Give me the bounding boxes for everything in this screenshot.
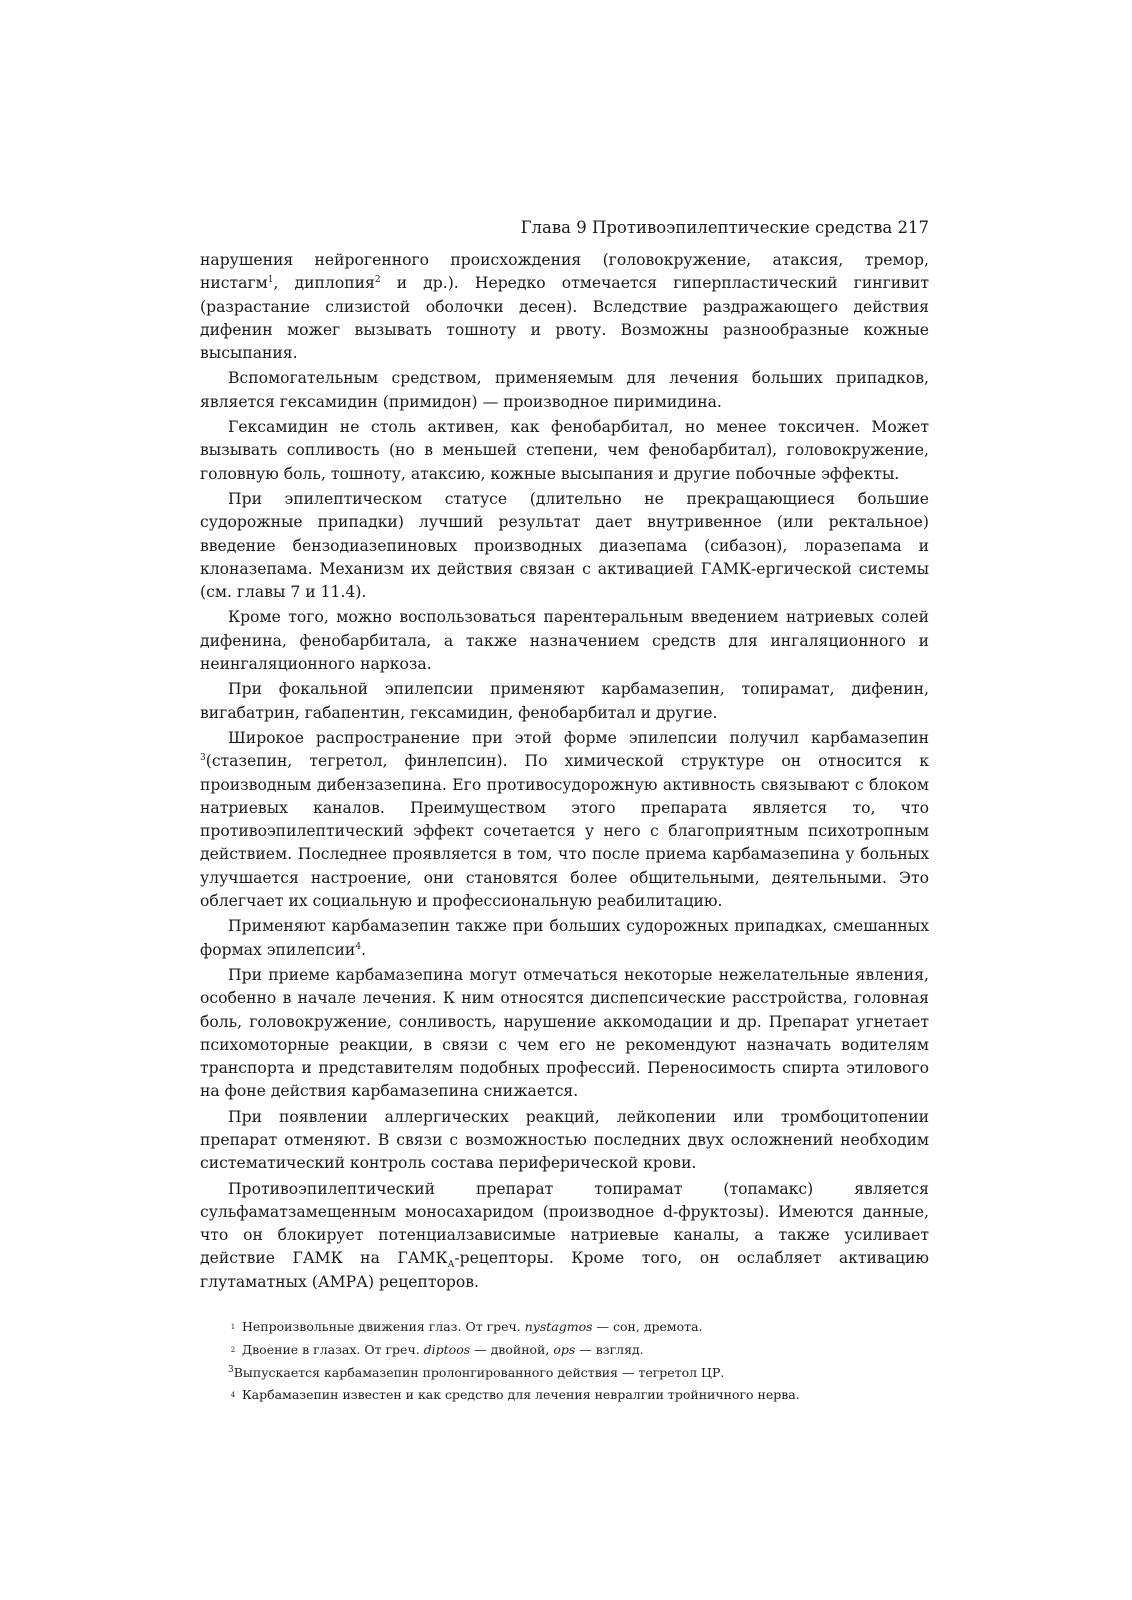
footnote-text: — сон, дремота. [592,1319,703,1334]
footnote-ref-2: 2 [374,275,381,286]
paragraph-2: Вспомогательным средством, применяемым для лечения больших припадков, является гексамидин (примидон) — производное пиримидина. [200,369,929,411]
paragraph-7 [200,727,929,913]
paragraph-6: При фокальной эпилепсии применяют карбамазепин, топирамат, дифенин, вигабатрин, габапентин, гексамидин, фенобарбитал и другие. [200,680,929,722]
text-span: , диплопия [273,274,375,293]
text-span: . [361,940,367,959]
footnote-mark: 3 [228,1364,234,1375]
footnotes [228,1316,928,1407]
footnote-text: Карбамазепин известен и как средство для лечения невралгии тройничного нерва. [241,1387,800,1402]
body-text [200,249,929,1296]
footnote-term: nystagmos [524,1319,593,1334]
footnote-text: — взгляд. [575,1341,644,1357]
text-span: (стазепин, тегретол, финлепсин). По химической структуре он относится к производным дибензазепина. Его противосудорожную активность связывают с блоком натриевых каналов. Преимуществом этого препарата является то, что противоэпилептический эффект сочетается у него с благоприятным психотропным действием. Последнее проявляется в том, что после приема карбамазепина у больных улучшается настроение, они становятся более общительными, деятельными. Это облегчает их социальную и профессиональную реабилитацию. [200,752,929,911]
footnote-term: ops [553,1341,576,1357]
paragraph-9: При приеме карбамазепина могут отмечаться некоторые нежелательные явления, особенно в начале лечения. К ним относятся диспепсические расстройства, головная боль, головокружение, сонливость, нарушение аккомодации и др. Препарат угнетает психомоторные реакции, в связи с чем его не рекомендуют назначать водителям транспорта и представителям подобных профессий. Переносимость спирта этилового на фоне действия карбамазепина снижается. [200,965,929,1101]
footnote-ref-4: 4 [355,941,362,952]
paragraph-1 [200,249,929,365]
text-span: Противоэпилептический препарат топирамат (топамакс) является сульфаматзамещенным моносахаридом (производное d-фруктозы). Имеются данные, что он блокирует потенциалзависимые натриевые каналы, а также усиливает действие ГАМК на ГАМК [200,1179,929,1268]
paragraph-10: При появлении аллергических реакций, лейкопении или тромбоцитопении препарат отменяют. В связи с возможностью последних двух осложнений необходим систематический контроль состава периферической крови. [200,1107,929,1173]
footnote-mark: 1 [230,1323,236,1332]
footnote-2 [228,1339,928,1362]
paragraph-11 [200,1178,929,1294]
footnote-3 [228,1362,928,1385]
text-span: нарушения нейрогенного происхождения (головокружение, атаксия, тремор, нистагм [200,251,929,293]
footnote-term: diptoos [423,1341,471,1357]
text-span: и др.). Нередко отмечается гиперпластический гингивит (разрастание слизистой оболочки десен). Вследствие раздражающего действия дифенин можег вызывать тошноту и рвоту. Возможны разнообразные кожные высыпания. [200,274,929,363]
paragraph-3: Гексамидин не столь активен, как фенобарбитал, но менее токсичен. Может вызывать сопливость (но в меньшей степени, чем фенобарбитал), головокружение, головную боль, тошноту, атаксию, кожные высыпания и другие побочные эффекты. [200,418,929,483]
footnote-4 [228,1384,928,1407]
paragraph-5: Кроме того, можно воспользоваться парентеральным введением натриевых солей дифенина, фенобарбитала, а также назначением средств для ингаляционного и неингаляционного наркоза. [200,608,929,674]
subscript: А [447,1260,455,1271]
footnote-ref-1: 1 [267,275,274,286]
footnote-mark: 2 [230,1346,236,1354]
footnote-ref-3: 3 [200,753,206,764]
text-span: Применяют карбамазепин также при больших судорожных припадках, смешанных формах эпилепсии [200,917,929,959]
footnote-1 [228,1316,928,1339]
footnote-mark: 4 [230,1391,236,1400]
text-span: -рецепторы. Кроме того, он ослабляет активацию глутаматных (АМРА) рецепторов. [200,1249,929,1291]
paragraph-4: При эпилептическом статусе (длительно не прекращающиеся большие судорожные припадки) лучший результат дает внутривенное (или ректальное) введение бензодиазепиновых производных диазепама (сибазон), лоразепама и клоназепама. Механизм их действия связан с активацией ГАМК-ергической системы (см. главы 7 и 11.4). [200,489,929,602]
running-header: Глава 9 Противоэпилептические средства 217 [520,218,929,237]
paragraph-8 [200,915,929,962]
footnote-text: Выпускается карбамазепин пролонгированного действия — тегретол ЦР. [233,1364,725,1380]
text-span: Широкое распространение при этой форме эпилепсии получил карбамазепин [228,728,929,747]
footnote-text: Двоение в глазах. От греч. [241,1341,424,1357]
footnote-text: Непроизвольные движения глаз. От греч. [241,1319,525,1334]
footnote-text: — двойной, [470,1341,554,1357]
